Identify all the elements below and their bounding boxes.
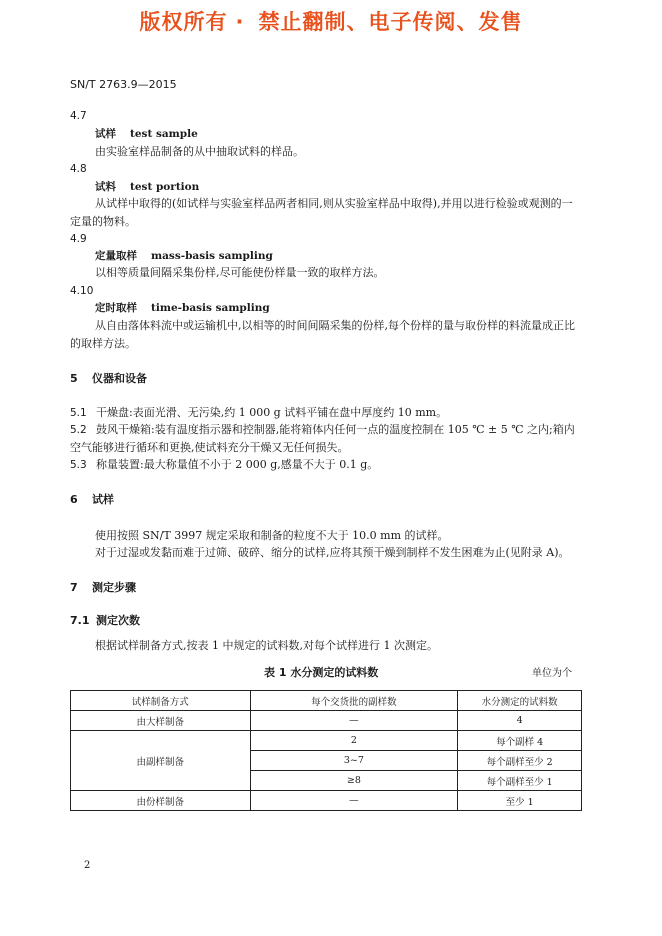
table-unit: 单位为个 <box>532 668 572 679</box>
copyright-watermark <box>0 6 662 36</box>
term-definition: 由实验室样品制备的从中抽取试料的样品。 <box>95 145 304 158</box>
paragraph: 使用按照 SN/T 3997 规定采取和制备的粒度不大于 10.0 mm 的试样。 <box>95 529 449 542</box>
table-cell: 4 <box>458 711 582 731</box>
clause-text: 鼓风干燥箱:装有温度指示器和控制器,能将箱体内任何一点的温度控制在 105 ℃ ± 5 ℃ 之内;箱内空气能够进行循环和更换,使试料充分干燥又无任何损失。 <box>70 423 575 454</box>
table-header-row <box>71 691 582 711</box>
term-en: time-basis sampling <box>151 302 270 314</box>
table-cell: 由份样制备 <box>71 791 251 811</box>
table-cell: 2 <box>250 731 458 751</box>
section-heading <box>70 579 136 597</box>
table-header-cell: 每个交货批的副样数 <box>250 691 458 711</box>
term-cn: 定量取样 <box>95 250 137 262</box>
subsection-heading <box>70 612 140 630</box>
watermark-left: 版权所有 <box>139 10 228 34</box>
table-cell: 每个副样至少 1 <box>458 771 582 791</box>
table-cell: — <box>250 791 458 811</box>
test-count-table <box>70 690 582 811</box>
table-cell: 每个副样 4 <box>458 731 582 751</box>
term-en: test portion <box>130 181 200 193</box>
term-title <box>95 178 199 196</box>
term-definition: 以相等质量间隔采集份样,尽可能使份样量一致的取样方法。 <box>95 266 385 279</box>
clause-number: 5.3 <box>70 459 87 471</box>
clause <box>70 421 582 457</box>
term-definition: 从试样中取得的(如试样与实验室样品两者相同,则从实验室样品中取得),并用以进行检验或观测的一定量的物料。 <box>70 197 573 228</box>
clause <box>70 456 582 474</box>
clause-text: 称量装置:最大称量值不小于 2 000 g,感量不大于 0.1 g。 <box>96 458 379 471</box>
table-cell: ≥8 <box>250 771 458 791</box>
section-number: 6 <box>70 493 78 506</box>
watermark-separator: · <box>235 10 245 34</box>
watermark-right: 禁止翻制、电子传阅、发售 <box>258 10 523 34</box>
section-number: 5 <box>70 372 78 385</box>
term-cn: 试料 <box>95 181 116 193</box>
clause-text: 干燥盘:表面光滑、无污染,约 1 000 g 试料平铺在盘中厚度约 10 mm。 <box>96 406 448 419</box>
term-number: 4.9 <box>70 233 87 245</box>
table-cell: — <box>250 711 458 731</box>
section-title: 试样 <box>92 493 114 506</box>
section-title: 仪器和设备 <box>92 372 147 385</box>
table-header-cell: 试样制备方式 <box>71 691 251 711</box>
paragraph: 对于过湿或发黏而难于过筛、破碎、缩分的试样,应将其预干燥到制样不发生困难为止(见附录 A)。 <box>95 546 570 559</box>
term-en: mass-basis sampling <box>151 250 273 262</box>
clause-number: 5.1 <box>70 407 87 419</box>
term-title <box>95 299 270 317</box>
table-cell: 至少 1 <box>458 791 582 811</box>
table-cell: 由大样制备 <box>71 711 251 731</box>
clause <box>70 404 582 422</box>
section-heading <box>70 370 147 388</box>
page-number: 2 <box>84 860 91 871</box>
table-row <box>71 711 582 731</box>
table-header-cell: 水分测定的试料数 <box>458 691 582 711</box>
clause-number: 5.2 <box>70 424 87 436</box>
term-number: 4.7 <box>70 110 87 122</box>
subsection-number: 7.1 <box>70 614 90 627</box>
section-number: 7 <box>70 581 78 594</box>
table-cell: 由副样制备 <box>71 731 251 791</box>
section-heading <box>70 491 114 509</box>
term-number: 4.10 <box>70 285 94 297</box>
term-title <box>95 125 198 143</box>
term-en: test sample <box>130 128 198 140</box>
table-cell: 3~7 <box>250 751 458 771</box>
table-cell: 每个副样至少 2 <box>458 751 582 771</box>
term-number: 4.8 <box>70 163 87 175</box>
term-cn: 试样 <box>95 128 116 140</box>
paragraph: 根据试样制备方式,按表 1 中规定的试料数,对每个试样进行 1 次测定。 <box>95 639 438 652</box>
section-title: 测定步骤 <box>92 581 136 594</box>
table-caption: 表 1 水分测定的试料数 <box>264 666 379 679</box>
term-title <box>95 247 273 265</box>
table-row <box>71 791 582 811</box>
standard-number: SN/T 2763.9—2015 <box>70 78 177 91</box>
table-row <box>71 731 582 751</box>
term-definition: 从自由落体料流中或运输机中,以相等的时间间隔采集的份样,每个份样的量与取份样的料流量成正比的取样方法。 <box>70 319 575 350</box>
term-cn: 定时取样 <box>95 302 137 314</box>
subsection-title: 测定次数 <box>96 614 140 627</box>
